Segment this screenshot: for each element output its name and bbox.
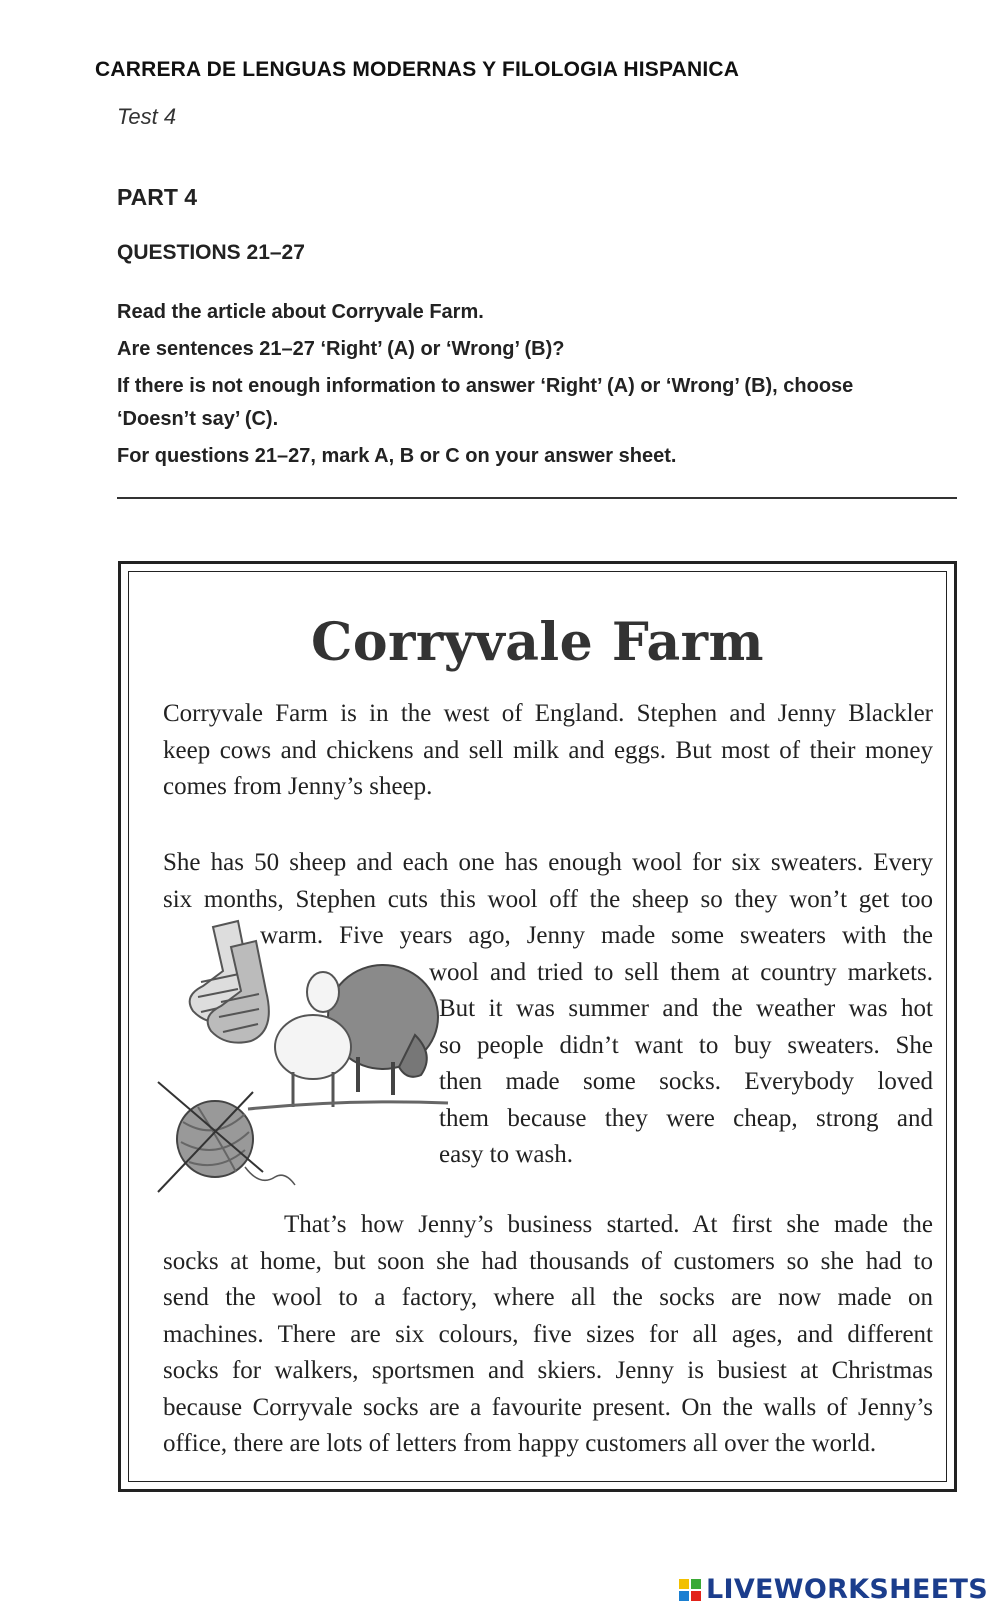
- article-inner-frame: [128, 571, 947, 1482]
- text-line: keep cows and chickens and sell milk and eggs. But most of their money: [163, 736, 933, 764]
- footer-brand-text: LIVEWORKSHEETS: [705, 1574, 988, 1605]
- yarn-ball-icon: [158, 1082, 295, 1192]
- instruction-line: Are sentences 21–27 ‘Right’ (A) or ‘Wrong’ (B)?: [117, 338, 565, 360]
- article-title: Corryvale Farm: [310, 612, 765, 673]
- text-line: socks for walkers, sportsmen and skiers. Jenny is busiest at Christmas: [163, 1357, 933, 1384]
- text-line: socks at home, but soon she had thousands of customers so she had to: [163, 1247, 933, 1275]
- instruction-line: ‘Doesn’t say’ (C).: [117, 408, 279, 430]
- footer-logo: [678, 1574, 988, 1605]
- text-line: That’s how Jenny’s business started. At first she made the: [284, 1211, 933, 1238]
- article-box: [118, 561, 957, 1492]
- text-line: easy to wash.: [439, 1141, 573, 1168]
- text-line: six months, Stephen cuts this wool off the sheep so they won’t get too: [163, 885, 933, 913]
- instruction-line: If there is not enough information to answer ‘Right’ (A) or ‘Wrong’ (B), choose: [117, 375, 854, 397]
- questions-label: QUESTIONS 21–27: [117, 241, 305, 264]
- article-paragraph-3: [163, 1207, 933, 1463]
- page-header-title: CARRERA DE LENGUAS MODERNAS Y FILOLOGIA HISPANICA: [95, 58, 740, 81]
- text-line: office, there are lots of letters from happy customers all over the world.: [163, 1430, 877, 1457]
- article-paragraph-1: [163, 696, 933, 806]
- liveworksheets-logo-icon: [678, 1578, 702, 1602]
- sheep-icon: [248, 965, 448, 1109]
- instruction-line: For questions 21–27, mark A, B or C on your answer sheet.: [117, 445, 677, 467]
- text-line: machines. There are six colours, five sizes for all ages, and different: [163, 1320, 933, 1348]
- text-line: then made some socks. Everybody loved: [439, 1068, 933, 1095]
- part-label: PART 4: [117, 184, 198, 210]
- text-line: so people didn’t want to buy sweaters. She: [439, 1031, 933, 1059]
- instructions: [117, 296, 947, 473]
- text-line: them because they were cheap, strong and: [439, 1104, 933, 1132]
- text-line: comes from Jenny’s sheep.: [163, 773, 433, 800]
- text-line: warm. Five years ago, Jenny made some sweaters with the: [260, 922, 933, 949]
- text-line: send the wool to a factory, where all the socks are now made on: [163, 1284, 933, 1311]
- sheep-socks-illustration: [153, 917, 453, 1217]
- test-label: Test 4: [117, 104, 177, 129]
- striped-socks-icon: [190, 921, 269, 1043]
- text-line: Corryvale Farm is in the west of England. Stephen and Jenny Blackler: [163, 700, 933, 727]
- text-line: But it was summer and the weather was hot: [439, 995, 933, 1022]
- text-line: She has 50 sheep and each one has enough wool for six sweaters. Every: [163, 849, 933, 876]
- text-line: wool and tried to sell them at country markets.: [429, 958, 933, 986]
- text-line: because Corryvale socks are a favourite present. On the walls of Jenny’s: [163, 1393, 933, 1421]
- instruction-line: Read the article about Corryvale Farm.: [117, 301, 484, 323]
- divider-rule: [117, 497, 957, 499]
